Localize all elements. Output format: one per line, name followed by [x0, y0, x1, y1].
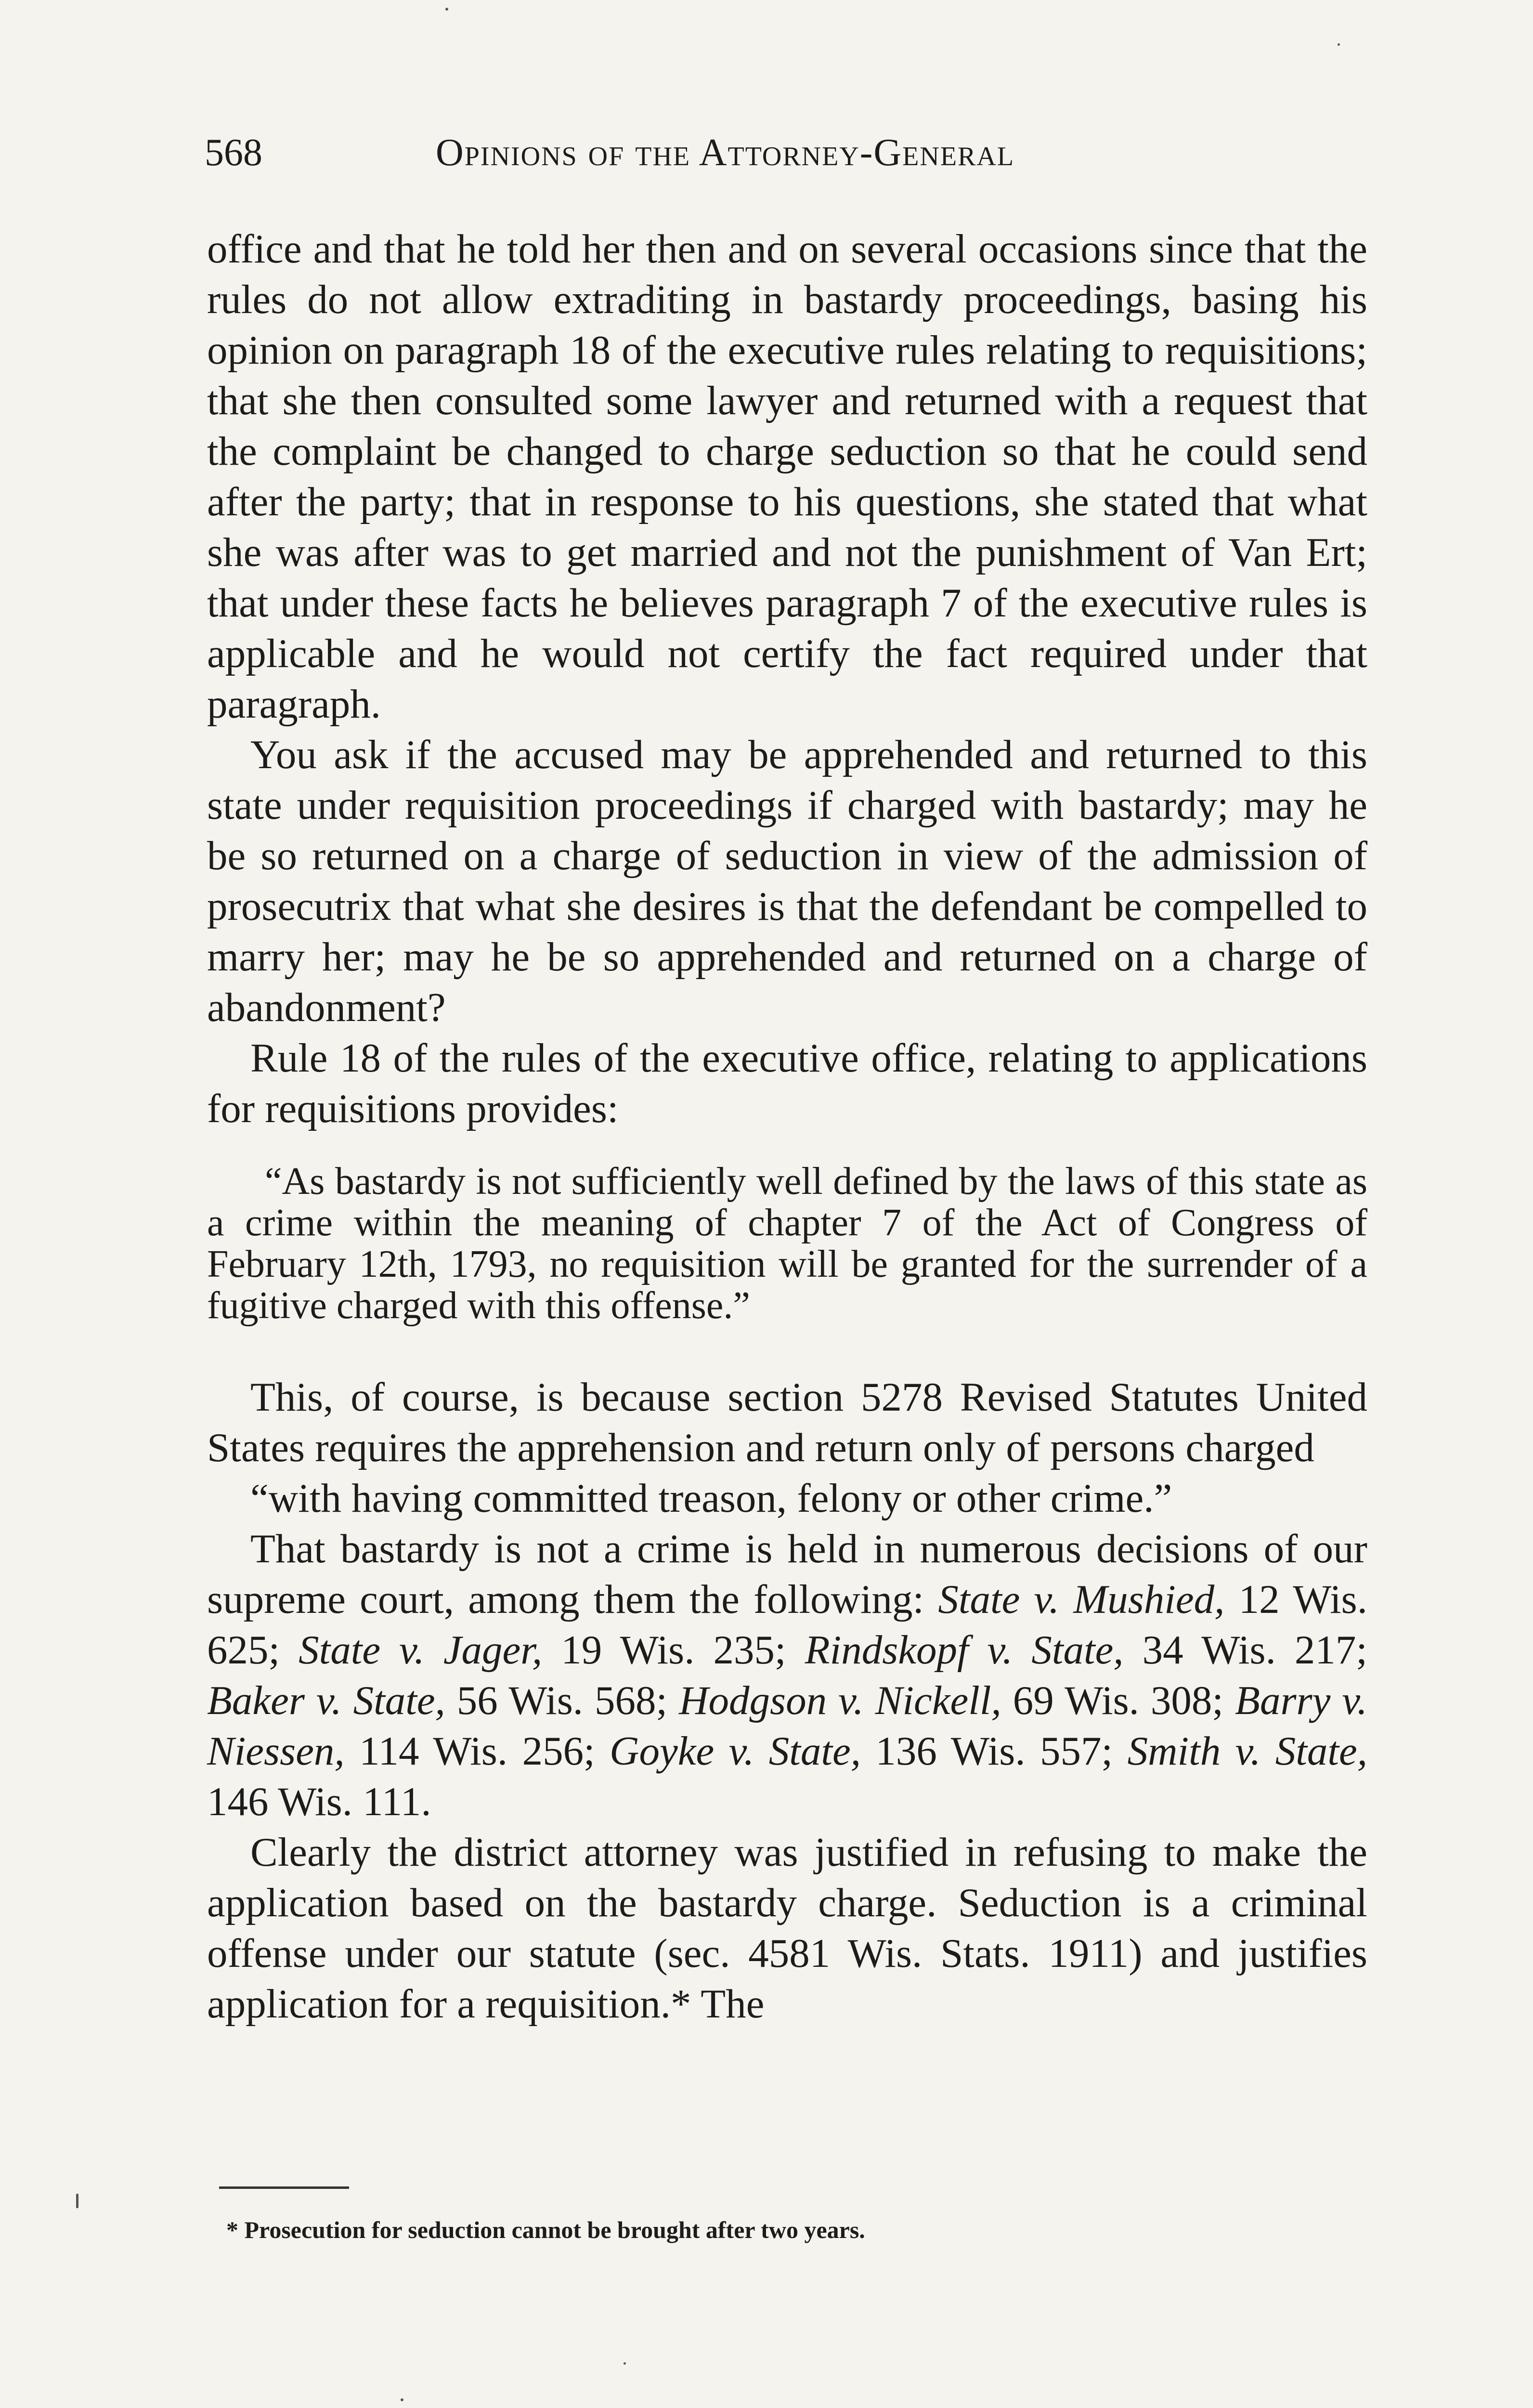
paragraph-continuation: office and that he told her then and on several occasions since that the rules do not allow extraditing in bastardy proceedings, basing his opinion on paragraph 18 of the executive rules relating to requisitions; that she then consulted some lawyer and returned with a request that the complaint be changed to charge seduction so that he could send after the party; that in response to his questions, she stated that what she was after was to get married and not the punishment of Van Ert; that under these facts he believes paragraph 7 of the executive rules is applicable and he would not certify the fact required under that paragraph. — [207, 226, 1367, 727]
case-cite: 114 Wis. 256; — [344, 1728, 610, 1774]
page-number: 568 — [205, 131, 262, 174]
case-cite: 34 Wis. 217; — [1123, 1627, 1367, 1673]
case-cite: 56 Wis. 568; — [445, 1678, 679, 1723]
scan-speck — [445, 8, 448, 11]
case-cite: 69 Wis. 308; — [1001, 1678, 1235, 1723]
footnote-divider — [219, 2186, 349, 2189]
case-name: State v. Mushied, — [938, 1577, 1225, 1622]
paragraph-case-citations — [207, 1524, 1367, 1827]
paragraph-district-attorney: Clearly the district attorney was justified in refusing to make the application based on the bastardy charge. Seduction is a criminal offense under our statute (sec. 4581 Wis. Stats. 1911) and justifies application for a requisition.* The — [207, 1830, 1367, 2027]
paragraph-rule-18: Rule 18 of the rules of the executive office, relating to applications for requisitions provides: — [207, 1035, 1367, 1131]
scan-speck — [76, 2194, 78, 2208]
case-name: State v. Jager, — [299, 1627, 543, 1673]
block-quote-rule-18: “As bastardy is not sufficiently well defined by the laws of this state as a crime within the meaning of chapter 7 of the Act of Congress of February 12th, 1793, no requisition will be granted for the surrender of a fugitive charged with this offense.” — [207, 1160, 1367, 1327]
case-name: Baker v. State, — [207, 1678, 445, 1723]
case-name: Rindskopf v. State, — [805, 1627, 1124, 1673]
case-name: Goyke v. State, — [610, 1728, 861, 1774]
paragraph-questions: You ask if the accused may be apprehended and returned to this state under requisition proceedings if charged with bastardy; may he be so returned on a charge of seduction in view of the admission of prosecutrix that what she desires is that the defendant be compelled to marry her; may he be so apprehended and returned on a charge of abandonment? — [207, 732, 1367, 1030]
page-header — [205, 126, 1375, 179]
case-cite: 12 Wis. 625; — [207, 1577, 1368, 1673]
case-name: Hodgson v. Nickell, — [679, 1678, 1001, 1723]
case-cite: 19 Wis. 235; — [542, 1627, 805, 1673]
scan-speck — [401, 2398, 403, 2401]
scan-speck — [1338, 43, 1340, 46]
scan-speck — [624, 2362, 626, 2365]
citations-intro: That bastardy is not a crime is held in numerous decisions of our supreme court, among them the following: — [207, 1526, 1367, 1622]
running-head: Opinions of the Attorney-General — [436, 131, 1015, 174]
case-cite: 136 Wis. 557; — [860, 1728, 1128, 1774]
case-cite: 146 Wis. 111. — [207, 1779, 431, 1824]
case-name: Barry v. Niessen, — [207, 1678, 1367, 1774]
case-name: Smith v. State, — [1127, 1728, 1367, 1774]
footnote: * Prosecution for seduction cannot be brought after two years. — [226, 2216, 865, 2243]
body-text — [207, 224, 1367, 2029]
quote-treason-felony: “with having committed treason, felony or other crime.” — [250, 1476, 1172, 1521]
paragraph-revised-statutes: This, of course, is because section 5278 Revised Statutes United States requires the apprehension and return only of persons charged — [207, 1374, 1367, 1470]
